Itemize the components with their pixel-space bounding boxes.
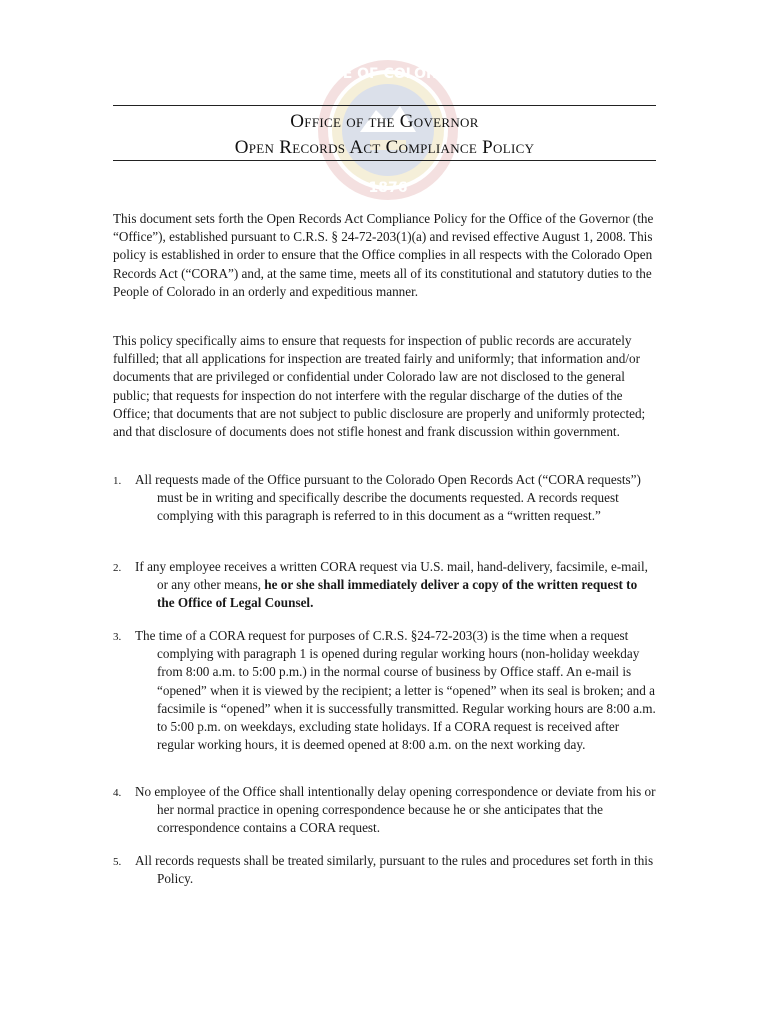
list-item-number: 1. <box>113 475 122 487</box>
header-top-rule <box>113 105 656 106</box>
list-item-text-regular: If any employee receives a written CORA request via U.S. mail, hand-delivery, facsimile, e-mail, or any other means, <box>135 559 648 593</box>
list-item-5 <box>113 852 658 888</box>
list-item-text-bold: he or she shall immediately deliver a copy of the written request to the Office of Legal Counsel. <box>157 577 638 611</box>
list-item-number: 3. <box>113 631 122 643</box>
svg-text:STATE OF COLORADO: STATE OF COLORADO <box>304 66 472 82</box>
svg-text:1876: 1876 <box>368 180 408 196</box>
list-item-text: All records requests shall be treated similarly, pursuant to the rules and procedures set forth in this Policy. <box>135 853 654 887</box>
list-item-text: The time of a CORA request for purposes of C.R.S. §24-72-203(3) is the time when a request complying with paragraph 1 is opened during regular working hours (non-holiday weekday from 8:00 a.m. to 5:00 p.m.) in the normal course of business by Office staff. An e-mail is “opened” when it is viewed by the recipient; a letter is “opened” when its seal is broken; and a facsimile is “opened” when it is successfully transmitted. Regular working hours are 8:00 a.m. to 5:00 p.m. on weekdays, excluding state holidays. If a CORA request is received after regular working hours, it is deemed opened at 8:00 a.m. on the next working day. <box>135 628 656 753</box>
title-policy: Open Records Act Compliance Policy <box>234 137 535 158</box>
list-item-text <box>135 558 658 613</box>
list-item-3 <box>113 627 658 754</box>
header-bottom-rule <box>113 160 656 161</box>
list-item-number: 2. <box>113 562 122 574</box>
list-item-number: 4. <box>113 787 122 799</box>
list-item-number: 5. <box>113 856 122 868</box>
list-item-2 <box>113 558 658 613</box>
list-item-text: All requests made of the Office pursuant to the Colorado Open Records Act (“CORA requests”) must be in writing and specifically describe the documents requested. A records request complying with this paragraph is referred to in this document as a “written request.” <box>135 472 641 524</box>
list-item-text: No employee of the Office shall intentionally delay opening correspondence or deviate from his or her normal practice in opening correspondence because he or she anticipates that the correspondence contains a CORA request. <box>135 784 656 836</box>
title-office: Office of the Governor <box>290 111 479 132</box>
list-item-4 <box>113 783 658 838</box>
intro-paragraph-2: This policy specifically aims to ensure that requests for inspection of public records are accurately fulfilled; that all applications for inspection are treated fairly and uniformly; that information and/or documents that are privileged or confidential under Colorado law are not disclosed to the general public; that requests for inspection do not interfere with the regular discharge of the duties of the Office; that documents that are not subject to public disclosure are properly and uniformly protected; and that disclosure of documents does not stifle honest and frank discussion within government. <box>113 333 646 440</box>
list-item-1 <box>113 471 658 526</box>
intro-paragraph-1: This document sets forth the Open Records Act Compliance Policy for the Office of the Governor (the “Office”), established pursuant to C.R.S. § 24-72-203(1)(a) and revised effective August 1, 2008. This policy is established in order to ensure that the Office complies in all respects with the Colorado Open Records Act (“CORA”) and, at the same time, meets all of its constitutional and statutory duties to the People of Colorado in an orderly and expeditious manner. <box>113 211 654 299</box>
